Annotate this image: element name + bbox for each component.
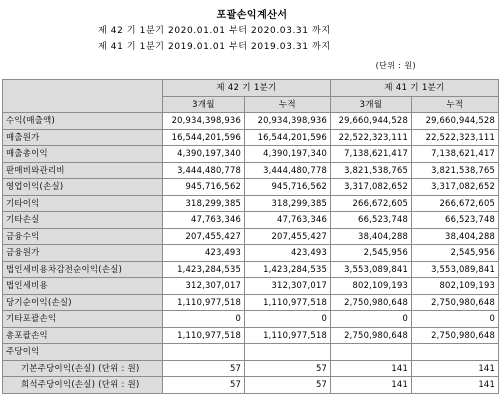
unit-note: (단위 : 원) <box>375 61 416 70</box>
table-row <box>3 360 499 377</box>
row-label: 기타이익 <box>3 195 163 212</box>
value-current-cumulative: 1,110,977,518 <box>245 327 331 344</box>
value-current-cumulative: 0 <box>245 311 331 328</box>
value-prior-cumulative: 7,138,621,417 <box>412 146 499 163</box>
statement-title: 포괄손익계산서 <box>216 10 288 21</box>
value-prior-3m <box>331 344 412 361</box>
table-row <box>3 261 499 278</box>
header-row-periods <box>3 80 499 97</box>
value-prior-3m: 802,109,193 <box>331 278 412 295</box>
row-label: 당기순이익(손실) <box>3 294 163 311</box>
value-prior-3m: 38,404,288 <box>331 228 412 245</box>
value-current-cumulative: 423,493 <box>245 245 331 262</box>
header-prior-3m: 3개월 <box>331 96 412 113</box>
income-statement-table <box>2 79 499 394</box>
table-row <box>3 179 499 196</box>
table-row <box>3 195 499 212</box>
value-current-cumulative: 4,390,197,340 <box>245 146 331 163</box>
value-current-3m: 423,493 <box>163 245 245 262</box>
header-current-3m: 3개월 <box>163 96 245 113</box>
row-label: 주당이익 <box>3 344 163 361</box>
value-current-cumulative: 57 <box>245 377 331 394</box>
value-prior-cumulative: 2,750,980,648 <box>412 327 499 344</box>
current-period-line: 제 42 기 1분기 2020.01.01 부터 2020.03.31 까지 <box>98 26 331 36</box>
value-current-cumulative: 57 <box>245 360 331 377</box>
value-prior-cumulative <box>412 344 499 361</box>
value-current-3m: 57 <box>163 360 245 377</box>
header-prior-period: 제 41 기 1분기 <box>331 80 499 97</box>
row-label: 총포괄손익 <box>3 327 163 344</box>
header-current-period: 제 42 기 1분기 <box>163 80 331 97</box>
value-prior-3m: 2,750,980,648 <box>331 327 412 344</box>
value-current-3m: 945,716,562 <box>163 179 245 196</box>
table-row <box>3 327 499 344</box>
value-prior-3m: 141 <box>331 360 412 377</box>
value-current-3m: 57 <box>163 377 245 394</box>
row-label: 금융원가 <box>3 245 163 262</box>
value-prior-cumulative: 38,404,288 <box>412 228 499 245</box>
value-prior-cumulative: 141 <box>412 377 499 394</box>
row-label: 기타포괄손익 <box>3 311 163 328</box>
value-prior-3m: 141 <box>331 377 412 394</box>
table-row <box>3 113 499 130</box>
value-prior-cumulative: 29,660,944,528 <box>412 113 499 130</box>
row-label: 법인세비용차감전순이익(손실) <box>3 261 163 278</box>
value-current-cumulative: 318,299,385 <box>245 195 331 212</box>
value-current-3m: 1,110,977,518 <box>163 294 245 311</box>
value-current-3m: 1,110,977,518 <box>163 327 245 344</box>
table-row <box>3 344 499 361</box>
value-current-3m: 207,455,427 <box>163 228 245 245</box>
row-label: 판매비와관리비 <box>3 162 163 179</box>
value-current-3m: 4,390,197,340 <box>163 146 245 163</box>
value-prior-cumulative: 802,109,193 <box>412 278 499 295</box>
value-prior-3m: 7,138,621,417 <box>331 146 412 163</box>
value-prior-cumulative: 0 <box>412 311 499 328</box>
value-prior-cumulative: 3,821,538,765 <box>412 162 499 179</box>
value-prior-cumulative: 2,545,956 <box>412 245 499 262</box>
value-prior-cumulative: 3,317,082,652 <box>412 179 499 196</box>
value-current-cumulative: 47,763,346 <box>245 212 331 229</box>
table-row <box>3 162 499 179</box>
value-current-cumulative: 1,423,284,535 <box>245 261 331 278</box>
value-current-cumulative: 945,716,562 <box>245 179 331 196</box>
value-current-3m <box>163 344 245 361</box>
row-label: 영업이익(손실) <box>3 179 163 196</box>
table-row <box>3 228 499 245</box>
value-prior-cumulative: 3,553,089,841 <box>412 261 499 278</box>
value-prior-cumulative: 141 <box>412 360 499 377</box>
value-current-cumulative <box>245 344 331 361</box>
value-current-cumulative: 16,544,201,596 <box>245 129 331 146</box>
header-blank-cell <box>3 80 163 113</box>
header-current-cumulative: 누적 <box>245 96 331 113</box>
value-current-cumulative: 20,934,398,936 <box>245 113 331 130</box>
table-row <box>3 146 499 163</box>
value-prior-3m: 3,821,538,765 <box>331 162 412 179</box>
row-label: 매출총이익 <box>3 146 163 163</box>
table-row <box>3 129 499 146</box>
value-prior-3m: 2,750,980,648 <box>331 294 412 311</box>
value-current-3m: 3,444,480,778 <box>163 162 245 179</box>
value-current-3m: 312,307,017 <box>163 278 245 295</box>
value-prior-cumulative: 22,522,323,111 <box>412 129 499 146</box>
value-current-cumulative: 312,307,017 <box>245 278 331 295</box>
header-prior-cumulative: 누적 <box>412 96 499 113</box>
value-prior-3m: 3,553,089,841 <box>331 261 412 278</box>
value-current-3m: 1,423,284,535 <box>163 261 245 278</box>
value-prior-3m: 29,660,944,528 <box>331 113 412 130</box>
table-body <box>3 113 499 394</box>
value-prior-3m: 266,672,605 <box>331 195 412 212</box>
value-prior-cumulative: 66,523,748 <box>412 212 499 229</box>
value-prior-3m: 2,545,956 <box>331 245 412 262</box>
table-row <box>3 212 499 229</box>
value-current-cumulative: 1,110,977,518 <box>245 294 331 311</box>
table-row <box>3 377 499 394</box>
table-row <box>3 294 499 311</box>
value-prior-3m: 22,522,323,111 <box>331 129 412 146</box>
row-label: 기본주당이익(손실) (단위 : 원) <box>3 360 163 377</box>
value-current-3m: 0 <box>163 311 245 328</box>
prior-period-line: 제 41 기 1분기 2019.01.01 부터 2019.03.31 까지 <box>98 42 331 52</box>
value-current-cumulative: 207,455,427 <box>245 228 331 245</box>
row-label: 매출원가 <box>3 129 163 146</box>
value-prior-cumulative: 266,672,605 <box>412 195 499 212</box>
row-label: 금융수익 <box>3 228 163 245</box>
row-label: 희석주당이익(손실) (단위 : 원) <box>3 377 163 394</box>
table-row <box>3 245 499 262</box>
value-current-3m: 318,299,385 <box>163 195 245 212</box>
value-current-cumulative: 3,444,480,778 <box>245 162 331 179</box>
value-prior-cumulative: 2,750,980,648 <box>412 294 499 311</box>
row-label: 법인세비용 <box>3 278 163 295</box>
row-label: 수익(매출액) <box>3 113 163 130</box>
value-prior-3m: 3,317,082,652 <box>331 179 412 196</box>
value-current-3m: 47,763,346 <box>163 212 245 229</box>
table-row <box>3 278 499 295</box>
value-prior-3m: 0 <box>331 311 412 328</box>
row-label: 기타손실 <box>3 212 163 229</box>
value-prior-3m: 66,523,748 <box>331 212 412 229</box>
value-current-3m: 16,544,201,596 <box>163 129 245 146</box>
table-row <box>3 311 499 328</box>
value-current-3m: 20,934,398,936 <box>163 113 245 130</box>
